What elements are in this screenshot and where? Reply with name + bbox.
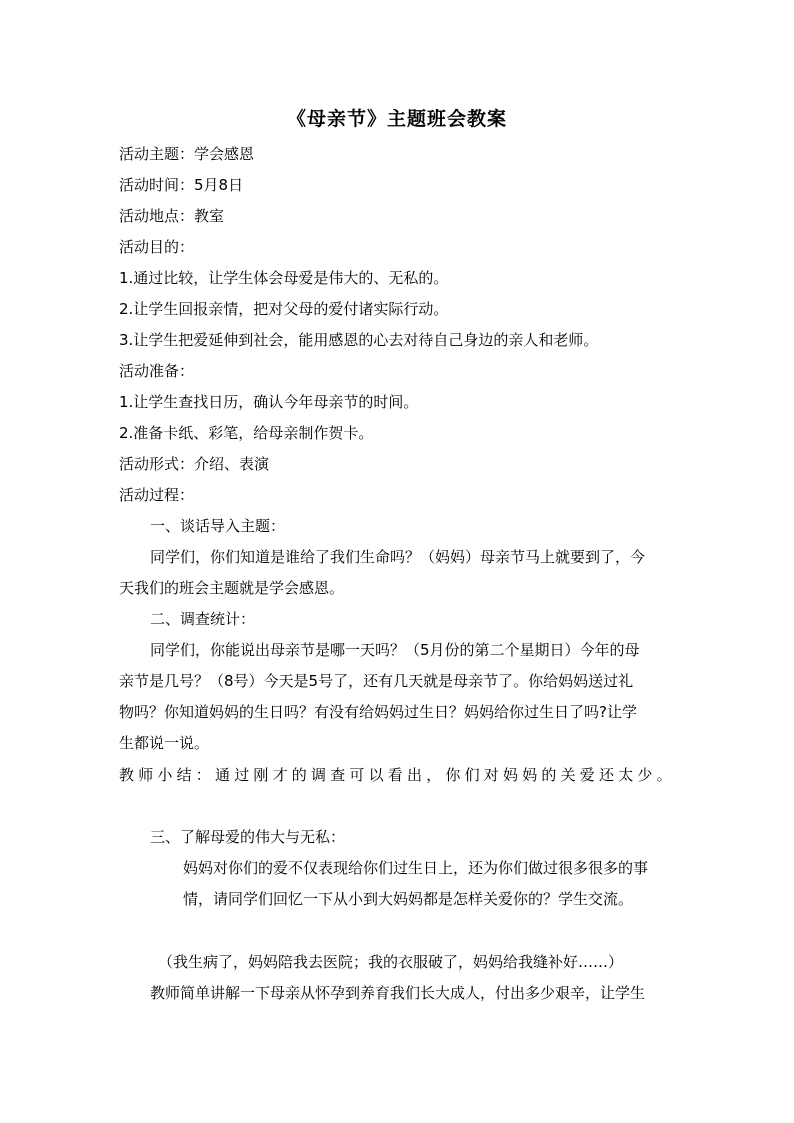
paragraph-line: 教师简单讲解一下母亲从怀孕到养育我们长大成人，付出多少艰辛，让学生 — [150, 984, 646, 1002]
section-1-heading: 一、谈话导入主题： — [150, 517, 286, 535]
goal-item-2: 2.让学生回报亲情，把对父母的爱付诸实际行动。 — [119, 300, 449, 318]
activity-location: 活动地点：教室 — [119, 207, 225, 225]
goal-item-3: 3.让学生把爱延伸到社会，能用感恩的心去对待自己身边的亲人和老师。 — [119, 331, 599, 349]
paragraph-line: 同学们，你能说出母亲节是哪一天吗？（5月份的第二个星期日）今年的母 — [150, 641, 640, 659]
paragraph-line: 妈妈对你们的爱不仅表现给你们过生日上，还为你们做过很多很多的事 — [183, 859, 649, 877]
student-examples: （我生病了，妈妈陪我去医院；我的衣服破了，妈妈给我缝补好……） — [158, 953, 624, 971]
section-3-heading: 三、了解母爱的伟大与无私： — [150, 828, 346, 846]
paragraph-line: 生都说一说。 — [119, 734, 210, 752]
teacher-summary: 教师小结：通过刚才的调查可以看出，你们对妈妈的关爱还太少。 — [119, 766, 676, 784]
paragraph-line: 天我们的班会主题就是学会感恩。 — [119, 579, 345, 597]
activity-goal-heading: 活动目的： — [119, 238, 195, 256]
section-2-heading: 二、调查统计： — [150, 610, 256, 628]
activity-process-heading: 活动过程： — [119, 486, 195, 504]
prep-item-2: 2.准备卡纸、彩笔，给母亲制作贺卡。 — [119, 424, 374, 442]
paragraph-line: 同学们，你们知道是谁给了我们生命吗？（妈妈）母亲节马上就要到了，今 — [150, 548, 646, 566]
paragraph-line: 物吗？你知道妈妈的生日吗？有没有给妈妈过生日？妈妈给你过生日了吗?让学 — [119, 703, 637, 721]
document-title: 《母亲节》主题班会教案 — [286, 108, 507, 130]
goal-item-1: 1.通过比较，让学生体会母爱是伟大的、无私的。 — [119, 269, 449, 287]
activity-prep-heading: 活动准备： — [119, 362, 195, 380]
activity-form: 活动形式：介绍、表演 — [119, 455, 270, 473]
activity-theme: 活动主题：学会感恩 — [119, 145, 255, 163]
activity-time: 活动时间：5月8日 — [119, 176, 244, 194]
paragraph-line: 情，请同学们回忆一下从小到大妈妈都是怎样关爱你的？学生交流。 — [183, 890, 634, 908]
paragraph-line: 亲节是几号？（8号）今天是5号了，还有几天就是母亲节了。你给妈妈送过礼 — [119, 672, 634, 690]
prep-item-1: 1.让学生查找日历，确认今年母亲节的时间。 — [119, 393, 419, 411]
